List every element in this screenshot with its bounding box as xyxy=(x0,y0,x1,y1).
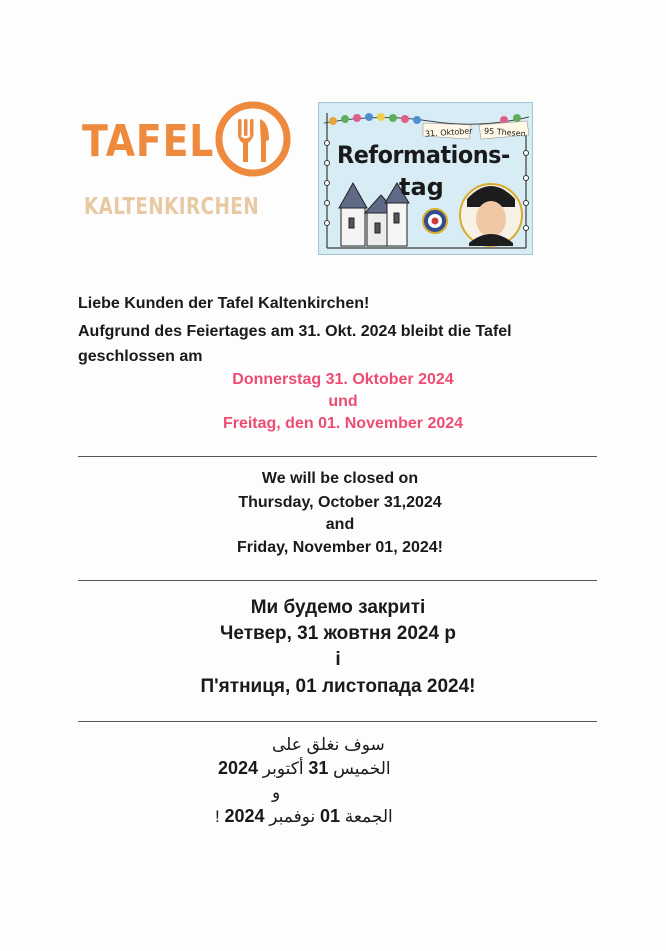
arabic-friday-month: نوفمبر xyxy=(269,807,316,826)
ukrainian-closed-notice: Ми будемо закриті xyxy=(250,597,426,618)
german-date-thursday: Donnerstag 31. Oktober 2024 xyxy=(232,371,454,388)
german-closed-on: geschlossen am xyxy=(78,348,203,365)
ukrainian-date-friday: П'ятниця, 01 листопада 2024! xyxy=(200,676,476,697)
arabic-thursday-num: 31 xyxy=(308,758,329,778)
logo-subtitle: KALTENKIRCHEN xyxy=(84,194,260,220)
fork-knife-circle-icon xyxy=(214,100,292,178)
english-date-friday: Friday, November 01, 2024! xyxy=(236,539,444,556)
german-date-friday: Freitag, den 01. November 2024 xyxy=(222,415,464,432)
arabic-conjunction: و xyxy=(272,783,281,802)
arabic-closed-notice: سوف نغلق على xyxy=(272,735,385,754)
english-date-thursday: Thursday, October 31,2024 xyxy=(238,494,442,511)
arabic-date-thursday xyxy=(218,758,391,779)
ukrainian-conjunction: і xyxy=(335,649,341,670)
card-title-line2: tag xyxy=(399,173,444,201)
arabic-friday-exclamation: ! xyxy=(215,807,220,826)
arabic-friday-day: الجمعة xyxy=(344,807,393,826)
arabic-friday-year: 2024 xyxy=(224,806,265,826)
card-theses-flag: 95 Thesen xyxy=(483,126,527,139)
divider-1 xyxy=(78,456,597,457)
german-greeting: Liebe Kunden der Tafel Kaltenkirchen! xyxy=(78,295,370,312)
card-date-flag: 31. Oktober xyxy=(424,126,473,139)
german-conjunction: und xyxy=(328,393,358,410)
arabic-thursday-day: الخميس xyxy=(333,759,391,778)
divider-3 xyxy=(78,721,597,722)
arabic-friday-num: 01 xyxy=(319,806,340,826)
reformation-day-card xyxy=(318,102,533,255)
divider-2 xyxy=(78,580,597,581)
arabic-thursday-year: 2024 xyxy=(218,758,259,778)
tafel-logo-text: TAFEL xyxy=(82,116,215,167)
ukrainian-date-thursday: Четвер, 31 жовтня 2024 р xyxy=(220,623,456,644)
arabic-thursday-month: أكتوبر xyxy=(262,759,304,778)
english-closed-notice: We will be closed on xyxy=(261,470,419,487)
card-title-line1: Reformations- xyxy=(337,141,510,169)
english-conjunction: and xyxy=(325,516,355,533)
arabic-date-friday xyxy=(215,806,393,827)
german-notice-line: Aufgrund des Feiertages am 31. Okt. 2024 bleibt die Tafel xyxy=(78,323,512,340)
